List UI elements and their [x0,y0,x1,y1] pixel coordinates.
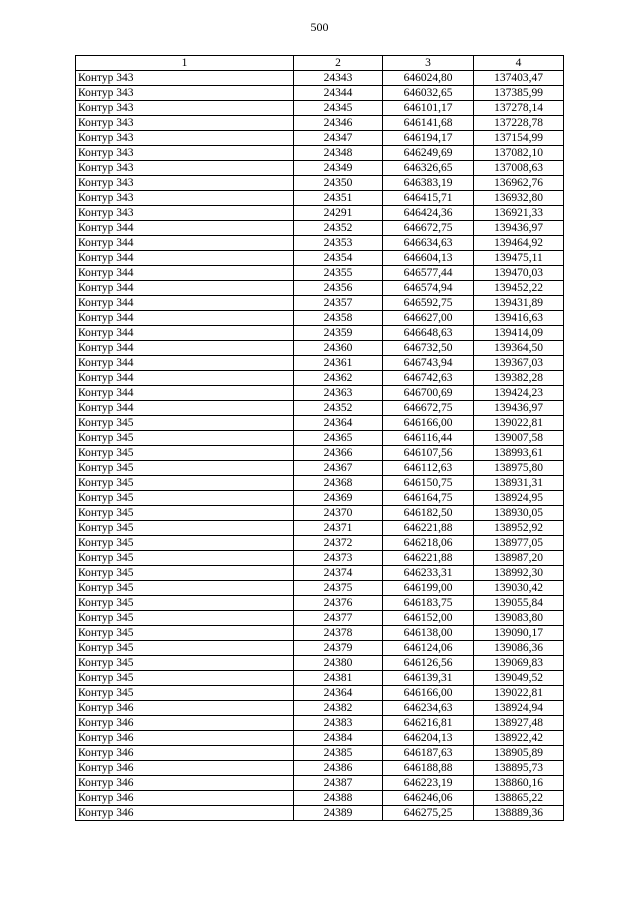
contour-name-cell: Контур 345 [76,491,294,506]
point-number-cell: 24388 [294,791,383,806]
table-row [76,71,564,86]
y-coordinate-cell: 137154,99 [474,131,564,146]
column-header-3: 3 [383,56,474,71]
y-coordinate-cell: 138952,92 [474,521,564,536]
point-number-cell: 24360 [294,341,383,356]
x-coordinate-cell: 646627,00 [383,311,474,326]
contour-name-cell: Контур 345 [76,446,294,461]
table-row [76,311,564,326]
point-number-cell: 24356 [294,281,383,296]
contour-name-cell: Контур 346 [76,761,294,776]
x-coordinate-cell: 646166,00 [383,416,474,431]
contour-name-cell: Контур 344 [76,356,294,371]
y-coordinate-cell: 138865,22 [474,791,564,806]
x-coordinate-cell: 646234,63 [383,701,474,716]
table-row [76,656,564,671]
table-row [76,146,564,161]
y-coordinate-cell: 139452,22 [474,281,564,296]
x-coordinate-cell: 646183,75 [383,596,474,611]
table-row [76,236,564,251]
x-coordinate-cell: 646604,13 [383,251,474,266]
point-number-cell: 24364 [294,416,383,431]
contour-name-cell: Контур 345 [76,611,294,626]
contour-name-cell: Контур 344 [76,341,294,356]
contour-name-cell: Контур 344 [76,236,294,251]
table-row [76,386,564,401]
x-coordinate-cell: 646204,13 [383,731,474,746]
x-coordinate-cell: 646218,06 [383,536,474,551]
point-number-cell: 24363 [294,386,383,401]
contour-name-cell: Контур 343 [76,86,294,101]
x-coordinate-cell: 646700,69 [383,386,474,401]
point-number-cell: 24361 [294,356,383,371]
y-coordinate-cell: 138930,05 [474,506,564,521]
x-coordinate-cell: 646221,88 [383,521,474,536]
table-row [76,461,564,476]
table-row [76,731,564,746]
point-number-cell: 24344 [294,86,383,101]
y-coordinate-cell: 138931,31 [474,476,564,491]
table-row [76,626,564,641]
y-coordinate-cell: 136921,33 [474,206,564,221]
y-coordinate-cell: 137008,63 [474,161,564,176]
contour-name-cell: Контур 343 [76,161,294,176]
contour-name-cell: Контур 344 [76,221,294,236]
point-number-cell: 24354 [294,251,383,266]
contour-name-cell: Контур 343 [76,206,294,221]
x-coordinate-cell: 646577,44 [383,266,474,281]
y-coordinate-cell: 139475,11 [474,251,564,266]
table-row [76,431,564,446]
y-coordinate-cell: 139007,58 [474,431,564,446]
x-coordinate-cell: 646164,75 [383,491,474,506]
x-coordinate-cell: 646326,65 [383,161,474,176]
contour-name-cell: Контур 343 [76,131,294,146]
table-row [76,761,564,776]
y-coordinate-cell: 139424,23 [474,386,564,401]
table-row [76,641,564,656]
table-row [76,401,564,416]
x-coordinate-cell: 646139,31 [383,671,474,686]
contour-name-cell: Контур 346 [76,791,294,806]
table-row [76,776,564,791]
contour-name-cell: Контур 345 [76,641,294,656]
contour-name-cell: Контур 346 [76,731,294,746]
point-number-cell: 24372 [294,536,383,551]
page-number: 500 [310,20,329,34]
contour-name-cell: Контур 344 [76,326,294,341]
y-coordinate-cell: 138889,36 [474,806,564,821]
y-coordinate-cell: 139069,83 [474,656,564,671]
table-row [76,116,564,131]
contour-name-cell: Контур 345 [76,476,294,491]
contour-name-cell: Контур 345 [76,581,294,596]
table-row [76,176,564,191]
x-coordinate-cell: 646732,50 [383,341,474,356]
point-number-cell: 24355 [294,266,383,281]
x-coordinate-cell: 646246,06 [383,791,474,806]
y-coordinate-cell: 138924,94 [474,701,564,716]
y-coordinate-cell: 137082,10 [474,146,564,161]
y-coordinate-cell: 139022,81 [474,686,564,701]
point-number-cell: 24384 [294,731,383,746]
table-row [76,161,564,176]
y-coordinate-cell: 139464,92 [474,236,564,251]
x-coordinate-cell: 646221,88 [383,551,474,566]
table-row [76,476,564,491]
y-coordinate-cell: 137278,14 [474,101,564,116]
point-number-cell: 24386 [294,761,383,776]
point-number-cell: 24291 [294,206,383,221]
table-row [76,296,564,311]
table-row [76,596,564,611]
y-coordinate-cell: 137228,78 [474,116,564,131]
table-row [76,416,564,431]
table-row [76,791,564,806]
y-coordinate-cell: 138895,73 [474,761,564,776]
y-coordinate-cell: 138927,48 [474,716,564,731]
column-header-1: 1 [76,56,294,71]
x-coordinate-cell: 646152,00 [383,611,474,626]
table-row [76,536,564,551]
y-coordinate-cell: 139414,09 [474,326,564,341]
table-row [76,326,564,341]
table-row [76,281,564,296]
y-coordinate-cell: 139470,03 [474,266,564,281]
point-number-cell: 24373 [294,551,383,566]
table-row [76,716,564,731]
point-number-cell: 24382 [294,701,383,716]
contour-name-cell: Контур 345 [76,566,294,581]
point-number-cell: 24346 [294,116,383,131]
x-coordinate-cell: 646233,31 [383,566,474,581]
contour-name-cell: Контур 344 [76,371,294,386]
table-row [76,581,564,596]
x-coordinate-cell: 646126,56 [383,656,474,671]
point-number-cell: 24374 [294,566,383,581]
point-number-cell: 24380 [294,656,383,671]
point-number-cell: 24371 [294,521,383,536]
point-number-cell: 24359 [294,326,383,341]
table-row [76,806,564,821]
x-coordinate-cell: 646249,69 [383,146,474,161]
y-coordinate-cell: 139055,84 [474,596,564,611]
y-coordinate-cell: 139436,97 [474,401,564,416]
x-coordinate-cell: 646187,63 [383,746,474,761]
point-number-cell: 24367 [294,461,383,476]
table-row [76,611,564,626]
y-coordinate-cell: 138922,42 [474,731,564,746]
contour-name-cell: Контур 343 [76,71,294,86]
contour-name-cell: Контур 345 [76,686,294,701]
y-coordinate-cell: 139367,03 [474,356,564,371]
table-row [76,371,564,386]
contour-name-cell: Контур 344 [76,386,294,401]
contour-name-cell: Контур 345 [76,536,294,551]
contour-name-cell: Контур 343 [76,101,294,116]
contour-name-cell: Контур 343 [76,176,294,191]
contour-name-cell: Контур 346 [76,746,294,761]
table-row [76,251,564,266]
contour-name-cell: Контур 345 [76,521,294,536]
x-coordinate-cell: 646415,71 [383,191,474,206]
column-header-2: 2 [294,56,383,71]
y-coordinate-cell: 139090,17 [474,626,564,641]
table-row [76,101,564,116]
table-body [76,71,564,821]
table-row [76,686,564,701]
point-number-cell: 24377 [294,611,383,626]
table-row [76,506,564,521]
contour-name-cell: Контур 345 [76,431,294,446]
x-coordinate-cell: 646182,50 [383,506,474,521]
x-coordinate-cell: 646141,68 [383,116,474,131]
y-coordinate-cell: 139022,81 [474,416,564,431]
x-coordinate-cell: 646112,63 [383,461,474,476]
point-number-cell: 24385 [294,746,383,761]
table-row [76,446,564,461]
x-coordinate-cell: 646383,19 [383,176,474,191]
contour-name-cell: Контур 345 [76,506,294,521]
point-number-cell: 24370 [294,506,383,521]
column-header-4: 4 [474,56,564,71]
x-coordinate-cell: 646672,75 [383,221,474,236]
point-number-cell: 24368 [294,476,383,491]
x-coordinate-cell: 646124,06 [383,641,474,656]
point-number-cell: 24348 [294,146,383,161]
table-row [76,131,564,146]
contour-name-cell: Контур 346 [76,776,294,791]
table-row [76,521,564,536]
table-row [76,221,564,236]
y-coordinate-cell: 139049,52 [474,671,564,686]
x-coordinate-cell: 646166,00 [383,686,474,701]
coordinates-table [75,55,564,821]
point-number-cell: 24349 [294,161,383,176]
contour-name-cell: Контур 345 [76,551,294,566]
point-number-cell: 24375 [294,581,383,596]
point-number-cell: 24383 [294,716,383,731]
contour-name-cell: Контур 346 [76,806,294,821]
point-number-cell: 24352 [294,221,383,236]
x-coordinate-cell: 646223,19 [383,776,474,791]
point-number-cell: 24387 [294,776,383,791]
header-row [76,56,564,71]
contour-name-cell: Контур 344 [76,266,294,281]
contour-name-cell: Контур 345 [76,596,294,611]
x-coordinate-cell: 646116,44 [383,431,474,446]
contour-name-cell: Контур 344 [76,281,294,296]
y-coordinate-cell: 138992,30 [474,566,564,581]
point-number-cell: 24365 [294,431,383,446]
x-coordinate-cell: 646672,75 [383,401,474,416]
contour-name-cell: Контур 345 [76,626,294,641]
table-row [76,671,564,686]
table-row [76,266,564,281]
y-coordinate-cell: 139030,42 [474,581,564,596]
table-row [76,206,564,221]
contour-name-cell: Контур 344 [76,401,294,416]
point-number-cell: 24369 [294,491,383,506]
y-coordinate-cell: 139364,50 [474,341,564,356]
point-number-cell: 24343 [294,71,383,86]
x-coordinate-cell: 646648,63 [383,326,474,341]
y-coordinate-cell: 136932,80 [474,191,564,206]
contour-name-cell: Контур 343 [76,146,294,161]
point-number-cell: 24381 [294,671,383,686]
point-number-cell: 24353 [294,236,383,251]
point-number-cell: 24345 [294,101,383,116]
contour-name-cell: Контур 346 [76,701,294,716]
table-row [76,491,564,506]
point-number-cell: 24350 [294,176,383,191]
y-coordinate-cell: 138924,95 [474,491,564,506]
x-coordinate-cell: 646592,75 [383,296,474,311]
x-coordinate-cell: 646742,63 [383,371,474,386]
y-coordinate-cell: 138993,61 [474,446,564,461]
x-coordinate-cell: 646107,56 [383,446,474,461]
y-coordinate-cell: 138987,20 [474,551,564,566]
contour-name-cell: Контур 345 [76,671,294,686]
point-number-cell: 24347 [294,131,383,146]
contour-name-cell: Контур 344 [76,251,294,266]
y-coordinate-cell: 138977,05 [474,536,564,551]
x-coordinate-cell: 646634,63 [383,236,474,251]
point-number-cell: 24376 [294,596,383,611]
x-coordinate-cell: 646424,36 [383,206,474,221]
x-coordinate-cell: 646199,00 [383,581,474,596]
y-coordinate-cell: 139436,97 [474,221,564,236]
contour-name-cell: Контур 344 [76,296,294,311]
y-coordinate-cell: 138905,89 [474,746,564,761]
x-coordinate-cell: 646194,17 [383,131,474,146]
x-coordinate-cell: 646574,94 [383,281,474,296]
x-coordinate-cell: 646275,25 [383,806,474,821]
y-coordinate-cell: 137403,47 [474,71,564,86]
x-coordinate-cell: 646150,75 [383,476,474,491]
x-coordinate-cell: 646138,00 [383,626,474,641]
point-number-cell: 24364 [294,686,383,701]
contour-name-cell: Контур 345 [76,416,294,431]
point-number-cell: 24352 [294,401,383,416]
table-row [76,701,564,716]
y-coordinate-cell: 139416,63 [474,311,564,326]
y-coordinate-cell: 136962,76 [474,176,564,191]
x-coordinate-cell: 646216,81 [383,716,474,731]
contour-name-cell: Контур 345 [76,656,294,671]
x-coordinate-cell: 646032,65 [383,86,474,101]
point-number-cell: 24366 [294,446,383,461]
contour-name-cell: Контур 343 [76,191,294,206]
table-row [76,746,564,761]
y-coordinate-cell: 137385,99 [474,86,564,101]
point-number-cell: 24351 [294,191,383,206]
point-number-cell: 24389 [294,806,383,821]
table-row [76,551,564,566]
y-coordinate-cell: 139382,28 [474,371,564,386]
y-coordinate-cell: 139086,36 [474,641,564,656]
point-number-cell: 24379 [294,641,383,656]
contour-name-cell: Контур 346 [76,716,294,731]
point-number-cell: 24378 [294,626,383,641]
point-number-cell: 24362 [294,371,383,386]
table-row [76,86,564,101]
y-coordinate-cell: 139431,89 [474,296,564,311]
contour-name-cell: Контур 345 [76,461,294,476]
x-coordinate-cell: 646743,94 [383,356,474,371]
contour-name-cell: Контур 343 [76,116,294,131]
table-header [76,56,564,71]
x-coordinate-cell: 646024,80 [383,71,474,86]
y-coordinate-cell: 139083,80 [474,611,564,626]
contour-name-cell: Контур 344 [76,311,294,326]
table-row [76,191,564,206]
y-coordinate-cell: 138860,16 [474,776,564,791]
table-row [76,356,564,371]
point-number-cell: 24358 [294,311,383,326]
x-coordinate-cell: 646188,88 [383,761,474,776]
table-row [76,341,564,356]
y-coordinate-cell: 138975,80 [474,461,564,476]
point-number-cell: 24357 [294,296,383,311]
x-coordinate-cell: 646101,17 [383,101,474,116]
table-row [76,566,564,581]
